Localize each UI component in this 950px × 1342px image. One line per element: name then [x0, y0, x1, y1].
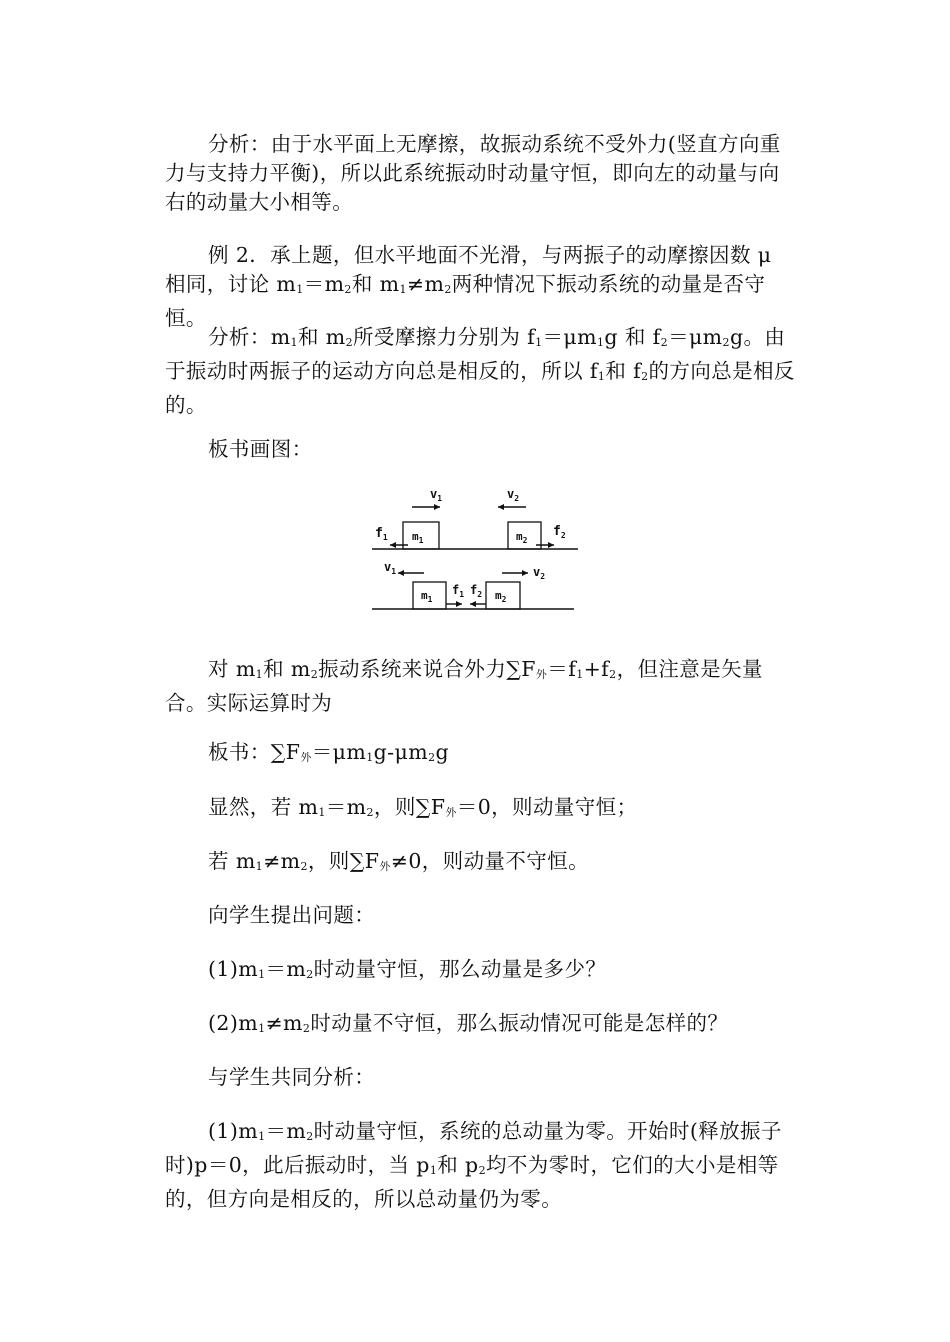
paragraph-board-formula: 板书：$\sum F_外=\mu m_1g-\mu m_2g$	[208, 740, 449, 764]
diagram-bottom-row	[372, 560, 574, 609]
diagram-top-row	[372, 487, 578, 549]
f2-label-bottom: $f_2$	[470, 583, 483, 599]
paragraph-board-drawing: 板书画图：	[208, 437, 313, 461]
paragraph-analysis-1: 分析：由于水平面上无摩擦，故振动系统不受外力(竖直方向重力与支持力平衡)，所以此系统振动时动量守恒，即向左的动量与向右的动量大小相等。	[165, 132, 781, 214]
paragraph-unequal-mass: 若 $m_1\ne m_2$，则$\sum F_外\ne 0$，则动量不守恒。	[208, 849, 589, 873]
v2-label-bottom: $v_2$	[533, 565, 546, 581]
paragraph-example-2: 例 2．承上题，但水平地面不光滑，与两振子的动摩擦因数 μ 相同，讨论 $m_1=m_2$和 $m_1\ne m_2$两种情况下振动系统的动量是否守恒。	[165, 243, 772, 330]
oscillator-diagram	[370, 485, 585, 615]
paragraph-question-2: $(2)m_1\ne m_2$时动量不守恒，那么振动情况可能是怎样的？	[208, 1011, 729, 1035]
paragraph-analysis-2: 分析：$m_1$和 $m_2$所受摩擦力分别为 $f_1=\mu m_1g$ 和 $f_2=\mu m_2g$。由于振动时两振子的运动方向总是相反的，所以 $f_1$和 $f_2$的方向总是相反的。	[165, 325, 795, 417]
paragraph-joint-analysis: 与学生共同分析：	[208, 1065, 376, 1089]
f1-label-top: $f_1$	[375, 526, 388, 542]
paragraph-question-intro: 向学生提出问题：	[208, 903, 376, 927]
paragraph-net-force: 对 $m_1$和 $m_2$振动系统来说合外力$\sum F_外=f_1+f_2$，但注意是矢量合。实际运算时为	[165, 657, 763, 715]
f1-label-bottom: $f_1$	[452, 583, 465, 599]
v1-label-bottom: $v_1$	[384, 560, 397, 576]
paragraph-answer-1: $(1)m_1=m_2$时动量守恒，系统的总动量为零。开始时(释放振子时)p＝0，此后振动时，当 $p_1$和 $p_2$均不为零时，它们的大小是相等的，但方向是相反的，所以总动量仍为零。	[165, 1119, 782, 1211]
paragraph-question-1: $(1)m_1=m_2$时动量守恒，那么动量是多少？	[208, 957, 607, 981]
m1-label-top: $m_1$	[412, 530, 424, 545]
v1-label-top: $v_1$	[430, 487, 443, 503]
m1-label-bottom: $m_1$	[421, 589, 433, 604]
m2-label-top: $m_2$	[516, 530, 528, 545]
m2-label-bottom: $m_2$	[495, 589, 507, 604]
paragraph-equal-mass: 显然，若 $m_1=m_2$，则$\sum F_外=0$，则动量守恒；	[208, 795, 638, 819]
v2-label-top: $v_2$	[507, 487, 520, 503]
f2-label-top: $f_2$	[553, 524, 566, 540]
